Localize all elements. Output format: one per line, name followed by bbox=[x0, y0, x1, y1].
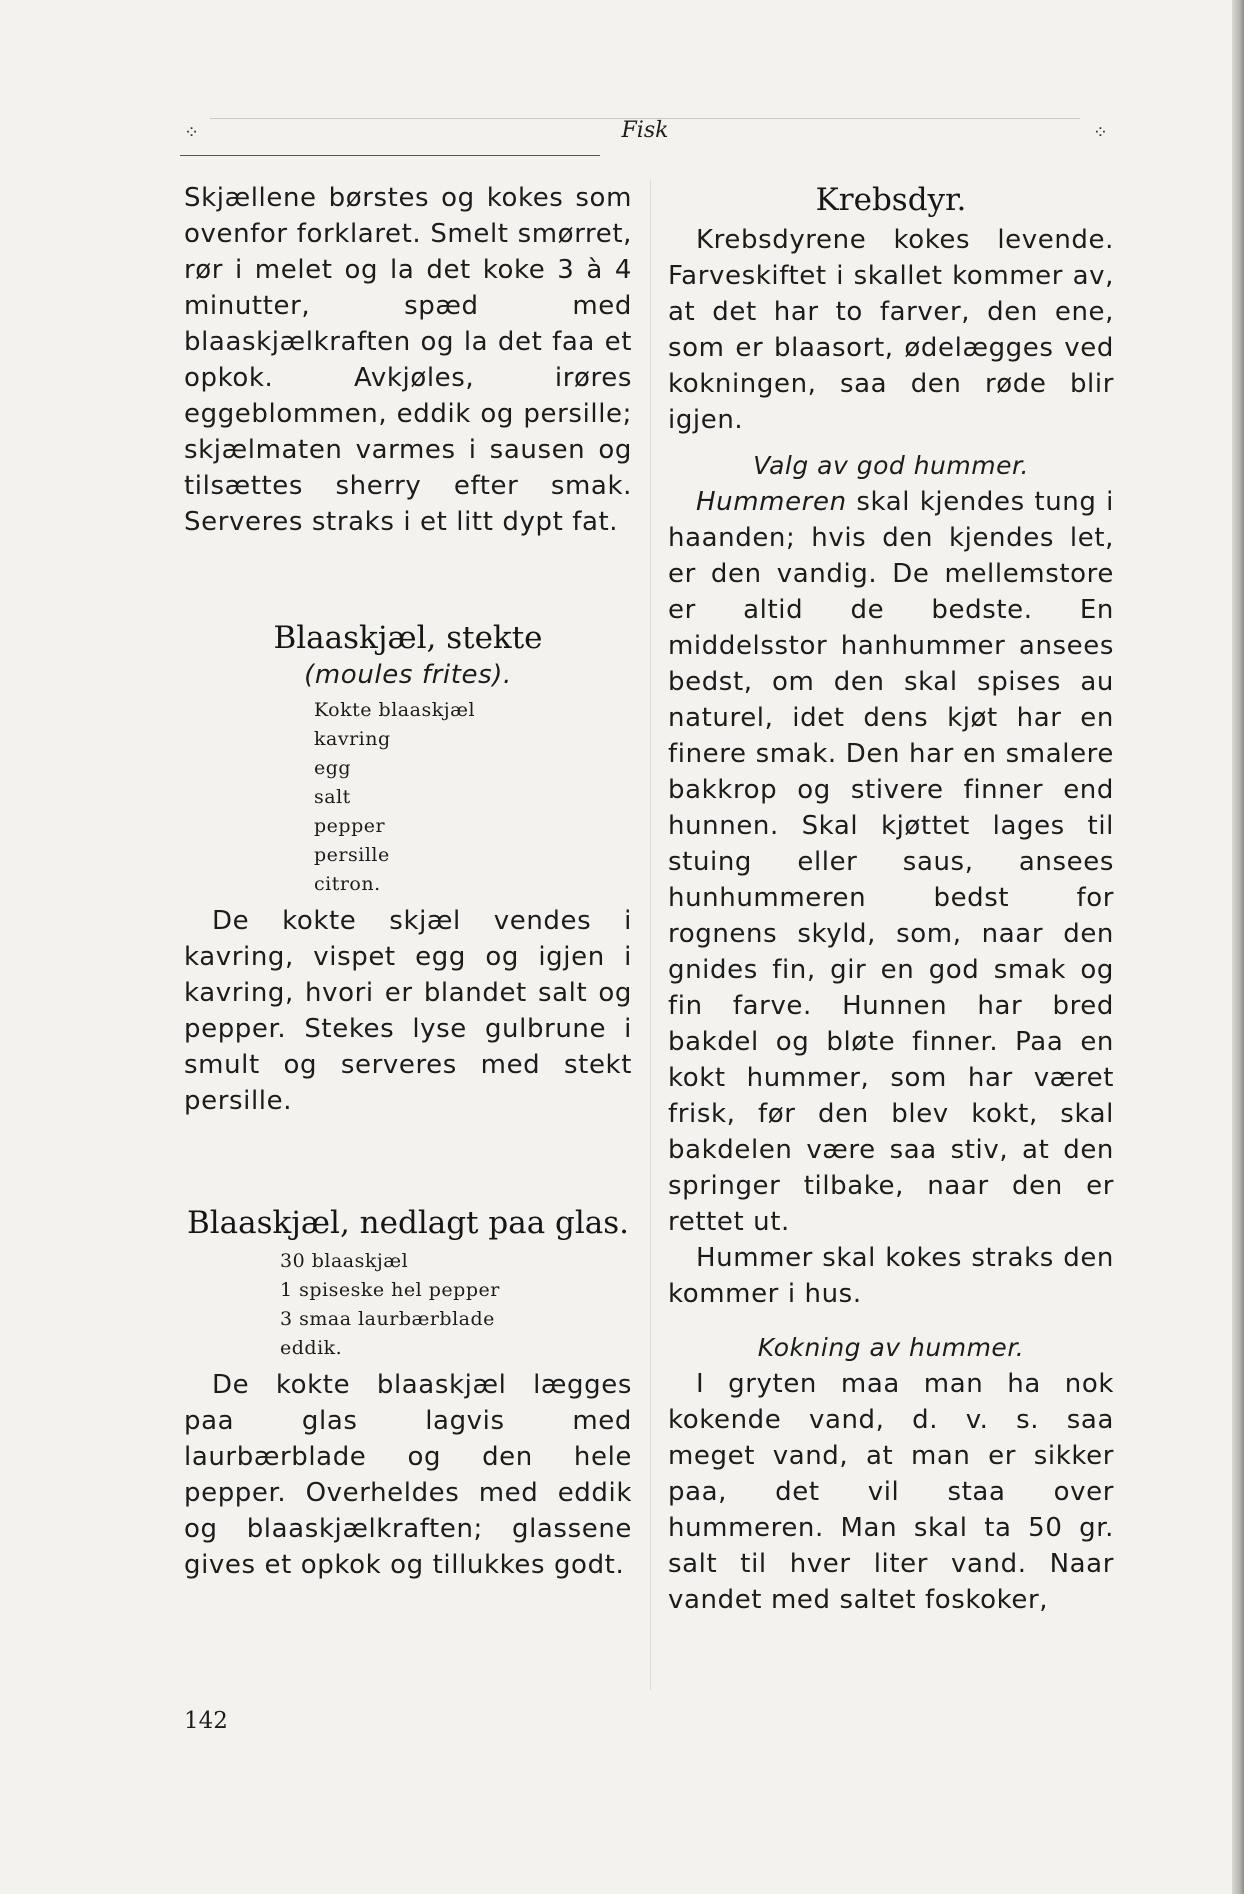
ornament-icon: ⁘ bbox=[184, 122, 198, 143]
lead-word: Hummeren bbox=[696, 487, 847, 517]
ingredient: salt bbox=[314, 786, 351, 808]
ingredient: 3 smaa laurbærblade bbox=[280, 1308, 495, 1330]
page-number: 142 bbox=[184, 1708, 228, 1734]
ingredient: egg bbox=[314, 757, 352, 779]
ingredient: citron. bbox=[314, 873, 381, 895]
recipe-title: Blaaskjæl, stekte bbox=[273, 620, 543, 656]
header-rule-bottom bbox=[180, 155, 600, 156]
column-divider bbox=[650, 180, 651, 1690]
recipe-title: Blaaskjæl, nedlagt paa glas. bbox=[186, 1205, 630, 1241]
left-column bbox=[184, 180, 632, 1583]
paragraph: Hummer skal kokes straks den kommer i hus. bbox=[668, 1243, 1114, 1309]
paragraph: De kokte skjæl vendes i kavring, vispet egg og igjen i kavring, hvori er blandet salt og pepper. Stekes lyse gulbrune i smult og serveres med stekt persille. bbox=[184, 906, 632, 1116]
ornament-icon: ⁘ bbox=[1092, 122, 1106, 143]
paragraph bbox=[668, 484, 1114, 1240]
ingredient-list bbox=[314, 696, 632, 899]
ingredient: eddik. bbox=[280, 1337, 343, 1359]
running-title: Fisk bbox=[621, 118, 669, 143]
ingredient: 30 blaaskjæl bbox=[280, 1250, 409, 1272]
paragraph: Skjællene børstes og kokes som ovenfor forklaret. Smelt smørret, rør i melet og la det koke 3 à 4 minutter, spæd med blaaskjælkraften og la det faa et opkok. Avkjøles, irøres eggeblommen, eddik og persille; skjælmaten varmes i sausen og tilsættes sherry efter smak. Serveres straks i et litt dypt fat. bbox=[184, 183, 632, 537]
ingredient: pepper bbox=[314, 815, 386, 837]
ingredient: persille bbox=[314, 844, 390, 866]
paragraph: De kokte blaaskjæl lægges paa glas lagvis med laurbærblade og den hele pepper. Overheldes med eddik og blaaskjælkraften; glassene gives et opkok og tillukkes godt. bbox=[184, 1370, 632, 1580]
book-edge bbox=[1232, 0, 1244, 1894]
paragraph: Krebsdyrene kokes levende. Farveskiftet i skallet kommer av, at det har to farver, den ene, som er blaasort, ødelægges ved kokningen, saa den røde blir igjen. bbox=[668, 225, 1114, 435]
paragraph-text: skal kjendes tung i haanden; hvis den kjendes let, er den vandig. De mellemstore er altid de bedste. En middelsstor hanhummer ansees bedst, om den skal spises au naturel, idet dens kjøt har en finere smak. Den har en smalere bakkrop og stivere finner end hunnen. Skal kjøttet lages til stuing eller saus, ansees hunhummeren bedst for rognens skyld, som, naar den gnides fin, gir en god smak og fin farve. Hunnen har bred bakdel og bløte finner. Paa en kokt hummer, som har været frisk, før den blev kokt, skal bakdelen være saa stiv, at den springer tilbake, naar den er rettet ut. bbox=[668, 487, 1114, 1237]
ingredient: Kokte blaaskjæl bbox=[314, 699, 476, 721]
ingredient-list bbox=[280, 1247, 632, 1363]
subsection-title: Valg av god hummer. bbox=[753, 451, 1029, 480]
recipe-subtitle: (moules frites). bbox=[304, 660, 512, 690]
section-title: Krebsdyr. bbox=[815, 182, 967, 218]
paragraph: I gryten maa man ha nok kokende vand, d. v. s. saa meget vand, at man er sikker paa, det vil staa over hummeren. Man skal ta 50 gr. salt til hver liter vand. Naar vandet med saltet foskoker, bbox=[668, 1369, 1114, 1615]
right-column bbox=[668, 180, 1114, 1618]
running-header bbox=[180, 118, 1110, 158]
ingredient: kavring bbox=[314, 728, 391, 750]
subsection-title: Kokning av hummer. bbox=[757, 1333, 1025, 1362]
ingredient: 1 spiseske hel pepper bbox=[280, 1279, 500, 1301]
